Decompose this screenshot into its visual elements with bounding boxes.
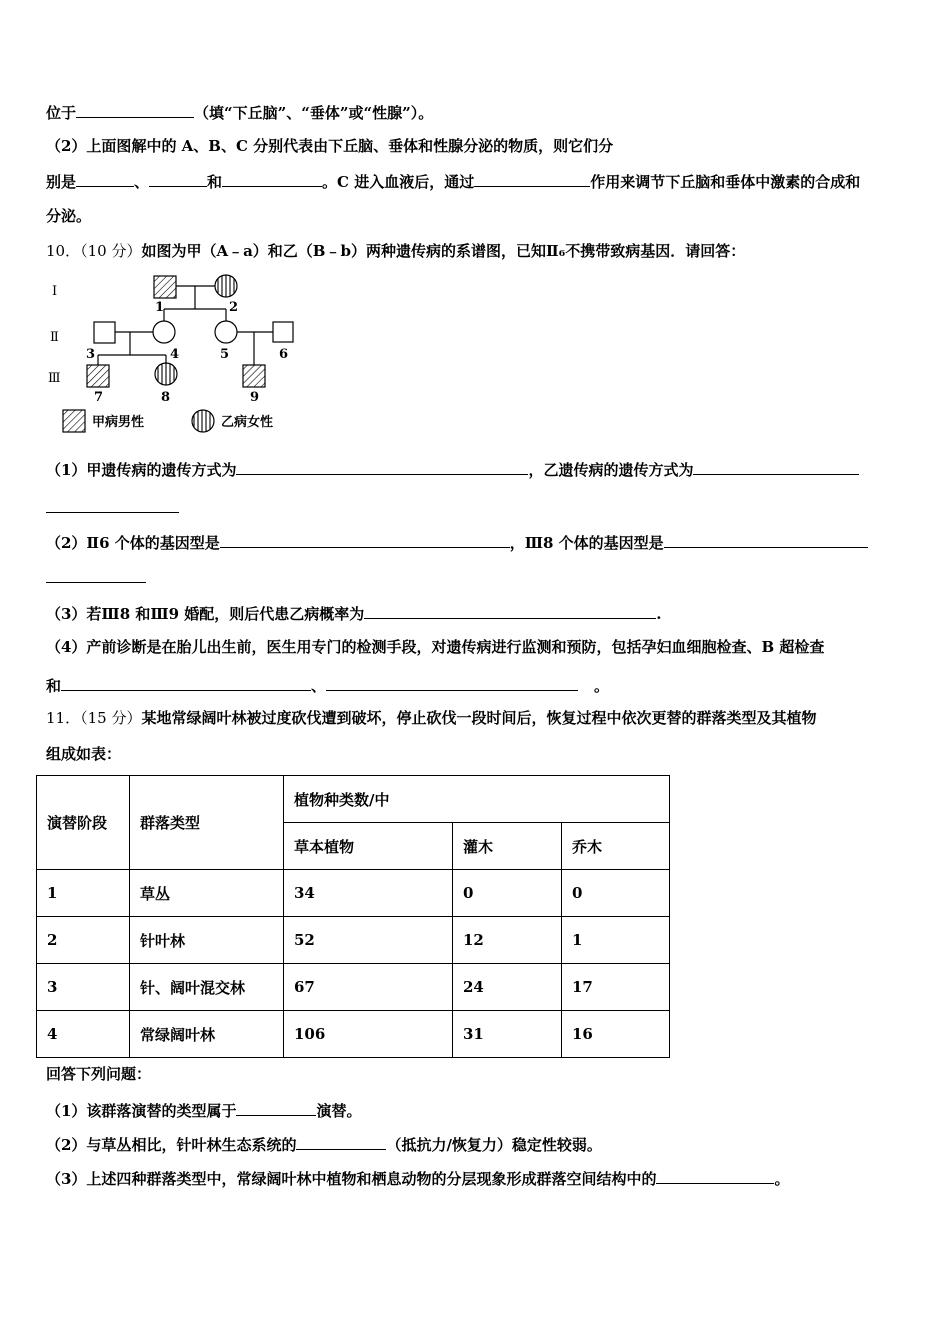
- individual-7-affected-male: [87, 365, 109, 387]
- individual-label: 7: [94, 390, 104, 405]
- answer-blank[interactable]: [61, 674, 311, 691]
- q11-part2: （2）与草丛相比，针叶林生态系统的 （抵抗力/恢复力）稳定性较弱。: [46, 1133, 602, 1155]
- header-herb: 草本植物: [284, 823, 453, 870]
- individual-3-male: [94, 322, 115, 343]
- answer-blank[interactable]: [364, 602, 656, 619]
- q10-part1: （1）甲遗传病的遗传方式为 ，乙遗传病的遗传方式为: [46, 458, 859, 480]
- q10-part2-continued: [46, 566, 146, 588]
- q11-stem-continued: 组成如表：: [46, 745, 122, 763]
- individual-label: 6: [279, 347, 289, 362]
- header-type: 群落类型: [130, 776, 284, 870]
- header-shrub: 灌木: [453, 823, 562, 870]
- individual-8-affected-female: [155, 363, 177, 385]
- q10-part4: （4）产前诊断是在胎儿出生前，医生用专门的检测手段，对遗传病进行监测和预防，包括孕妇血细胞检查、B 超检查: [46, 638, 825, 656]
- question-number: 10．（10 分）: [46, 242, 142, 260]
- answer-blank[interactable]: [236, 458, 528, 475]
- individual-2-affected-female: [215, 275, 237, 297]
- individual-label: 9: [250, 390, 260, 405]
- legend-affected-male-symbol: [63, 410, 85, 432]
- individual-9-affected-male: [243, 365, 265, 387]
- table-row: 1 草丛 34 0 0: [37, 870, 670, 917]
- pedigree-chart: [40, 268, 300, 438]
- individual-label: 5: [220, 347, 230, 362]
- header-tree: 乔木: [562, 823, 670, 870]
- legend-affected-female-symbol: [192, 410, 214, 432]
- answer-blank[interactable]: [76, 170, 134, 187]
- q10-part2: （2）Ⅱ6 个体的基因型是 ，Ⅲ8 个体的基因型是: [46, 531, 868, 553]
- answer-blank[interactable]: [76, 101, 194, 118]
- answer-blank[interactable]: [220, 531, 510, 548]
- table-row: 4 常绿阔叶林 106 31 16: [37, 1011, 670, 1058]
- answer-blank[interactable]: [326, 674, 578, 691]
- succession-table: [36, 775, 670, 1058]
- q10-stem: 10．（10 分）如图为甲（A﹣a）和乙（B﹣b）两种遗传病的系谱图，已知Ⅱ₆不携带致病基因．请回答：: [46, 242, 746, 260]
- answer-blank[interactable]: [222, 170, 322, 187]
- answer-blank[interactable]: [46, 566, 146, 583]
- individual-5-female: [215, 321, 237, 343]
- question-number: 11．（15 分）: [46, 709, 142, 727]
- answer-blank[interactable]: [236, 1099, 316, 1116]
- answer-blank[interactable]: [46, 496, 179, 513]
- answer-blank[interactable]: [296, 1133, 386, 1150]
- individual-label: 2: [229, 300, 239, 315]
- legend-label: 乙病女性: [221, 415, 274, 430]
- generation-label: Ⅰ: [52, 284, 58, 299]
- individual-label: 8: [161, 390, 171, 405]
- q11-answer-intro: 回答下列问题：: [46, 1065, 152, 1083]
- q10-part4-continued: 和 、 。: [46, 674, 609, 696]
- individual-4-female: [153, 321, 175, 343]
- answer-blank[interactable]: [149, 170, 207, 187]
- generation-label: Ⅲ: [48, 371, 61, 386]
- q10-part3: （3）若Ⅲ8 和Ⅲ9 婚配，则后代患乙病概率为 .: [46, 602, 662, 624]
- table-row: 3 针、阔叶混交林 67 24 17: [37, 964, 670, 1011]
- answer-blank[interactable]: [474, 170, 590, 187]
- q9-line2: （2）上面图解中的 A、B、C 分别代表由下丘脑、垂体和性腺分泌的物质，则它们分: [46, 137, 614, 155]
- q9-line3: 别是 、 和 。C 进入血液后，通过 作用来调节下丘脑和垂体中激素的合成和: [46, 170, 860, 192]
- answer-blank[interactable]: [693, 458, 859, 475]
- q10-part1-continued: [46, 496, 179, 518]
- q9-line1: 位于 （填“下丘脑”、“垂体”或“性腺”）。: [46, 101, 433, 123]
- legend-label: 甲病男性: [92, 415, 145, 430]
- generation-label: Ⅱ: [50, 330, 59, 345]
- q9-line4: 分泌。: [46, 207, 92, 225]
- individual-6-male: [273, 322, 293, 342]
- q11-part3: （3）上述四种群落类型中，常绿阔叶林中植物和栖息动物的分层现象形成群落空间结构中的 。: [46, 1167, 789, 1189]
- q11-part1: （1）该群落演替的类型属于 演替。: [46, 1099, 361, 1121]
- table-row: 2 针叶林 52 12 1: [37, 917, 670, 964]
- answer-blank[interactable]: [664, 531, 868, 548]
- individual-1-affected-male: [154, 276, 176, 298]
- q11-stem: 11．（15 分）某地常绿阔叶林被过度砍伐遭到破坏，停止砍伐一段时间后，恢复过程中依次更替的群落类型及其植物: [46, 709, 817, 727]
- individual-label: 1: [155, 300, 165, 315]
- header-species: 植物种类数/中: [284, 776, 670, 823]
- individual-label: 4: [170, 347, 180, 362]
- header-stage: 演替阶段: [37, 776, 130, 870]
- individual-label: 3: [86, 347, 96, 362]
- answer-blank[interactable]: [656, 1167, 774, 1184]
